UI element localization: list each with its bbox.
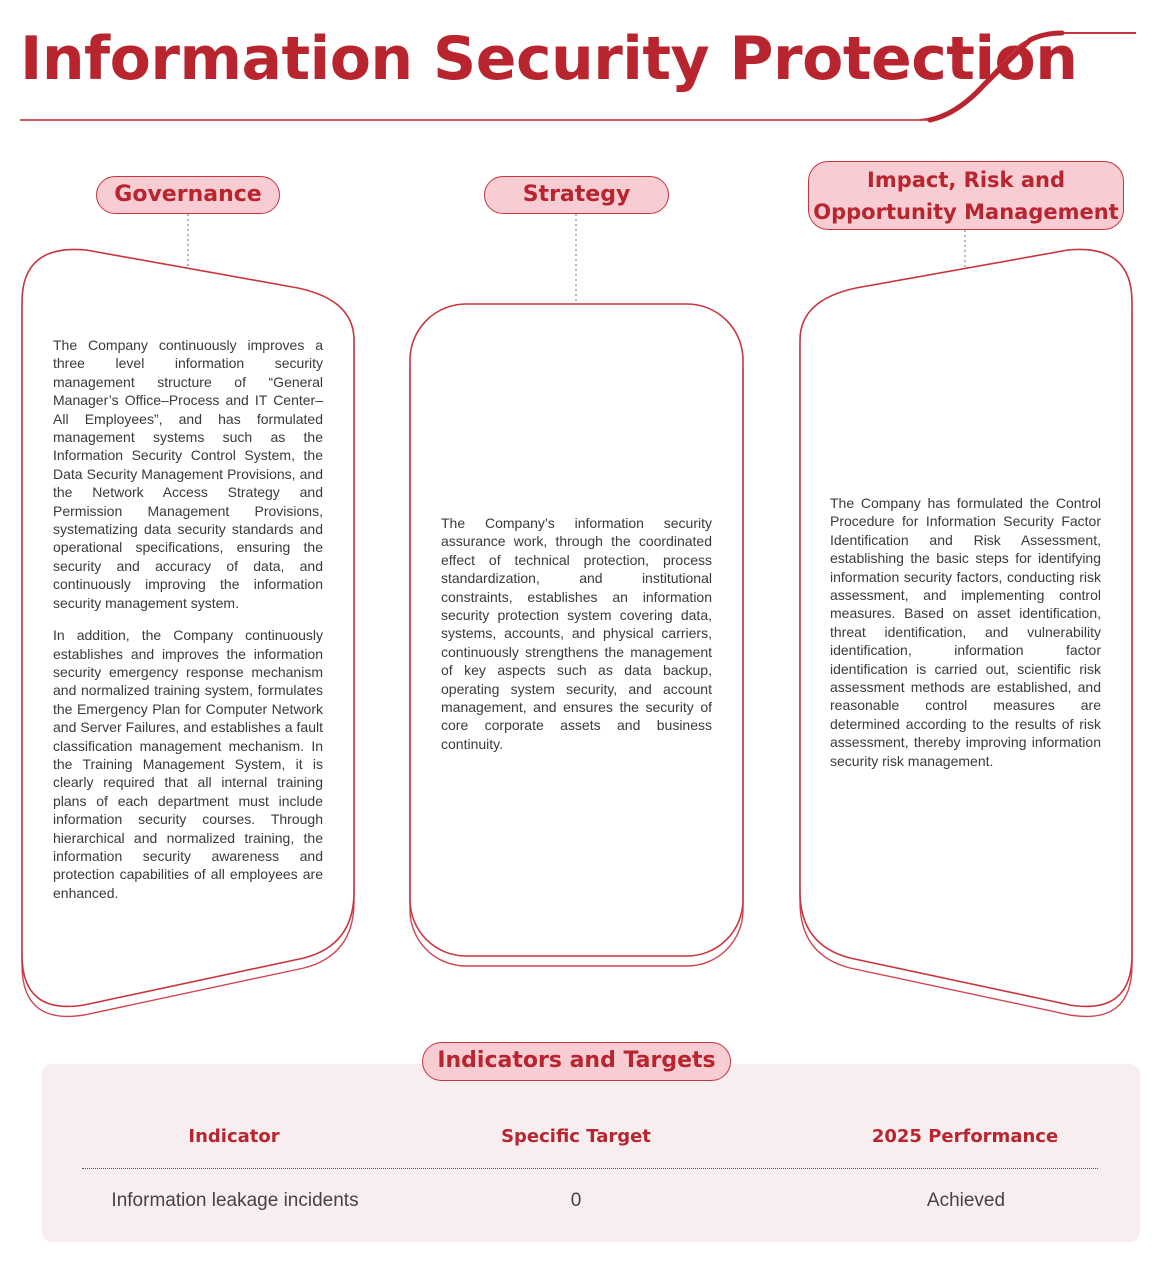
indicators-heading-label: Indicators and Targets <box>437 1048 716 1074</box>
strategy-body <box>441 514 712 767</box>
indicators-heading <box>422 1042 731 1081</box>
risk-heading-line1: Impact, Risk and <box>867 167 1065 192</box>
risk-paragraph-1: The Company has formulated the Control Procedure for Information Security Factor Identification and Risk Assessment, establishing the basic steps for identifying information security factors, conducting risk assessment, and implementing control measures. Based on asset identification, threat identification, and vulnerability identification, information factor identification is carried out, scientific risk assessment methods are established, and reasonable control measures are determined according to the results of risk assessment, thereby improving information security risk management. <box>830 495 1101 769</box>
strategy-heading <box>484 176 669 214</box>
governance-heading-label: Governance <box>114 181 262 207</box>
column-header-specific-target: Specific Target <box>501 1126 651 1147</box>
risk-body <box>830 494 1101 784</box>
strategy-heading-label: Strategy <box>522 181 631 207</box>
cell-performance: Achieved <box>926 1190 1006 1211</box>
table-divider <box>82 1168 1098 1169</box>
page-title: Information Security Protection <box>20 24 1078 94</box>
column-header-performance: 2025 Performance <box>871 1126 1059 1147</box>
governance-paragraph-1: The Company continuously improves a three level information security management structure of “General Manager’s Office–Process and IT Center–All Employees”, and has formulated management systems such as the Information Security Control System, the Data Security Management Provisions, and the Network Access Strategy and Permission Management Provisions, systematizing data security standards and operational specifications, ensuring the security and accuracy of data, and continuously improving the information security management system. <box>53 337 323 611</box>
indicators-panel <box>42 1064 1140 1242</box>
governance-body <box>53 336 323 916</box>
risk-heading <box>808 161 1124 230</box>
governance-paragraph-2: In addition, the Company continuously establishes and improves the information security emergency response mechanism and normalized training system, formulates the Emergency Plan for Computer Network and Server Failures, and establishes a fault classification management mechanism. In the Training Management System, it is clearly required that all internal training plans of each department must include information security courses. Through hierarchical and normalized training, the information security awareness and protection capabilities of all employees are enhanced. <box>53 627 323 901</box>
strategy-paragraph-1: The Company’s information security assurance work, through the coordinated effect of technical protection, process standardization, and institutional constraints, establishes an information security protection system covering data, systems, accounts, and physical carriers, continuously strengthens the management of key aspects such as data backup, operating system security, and account management, and ensures the security of core corporate assets and business continuity. <box>441 515 712 752</box>
column-header-indicator: Indicator <box>188 1126 280 1147</box>
risk-heading-line2: Opportunity Management <box>813 199 1119 224</box>
cell-indicator: Information leakage incidents <box>111 1190 359 1211</box>
cell-specific-target: 0 <box>570 1190 582 1211</box>
governance-heading <box>96 176 280 214</box>
